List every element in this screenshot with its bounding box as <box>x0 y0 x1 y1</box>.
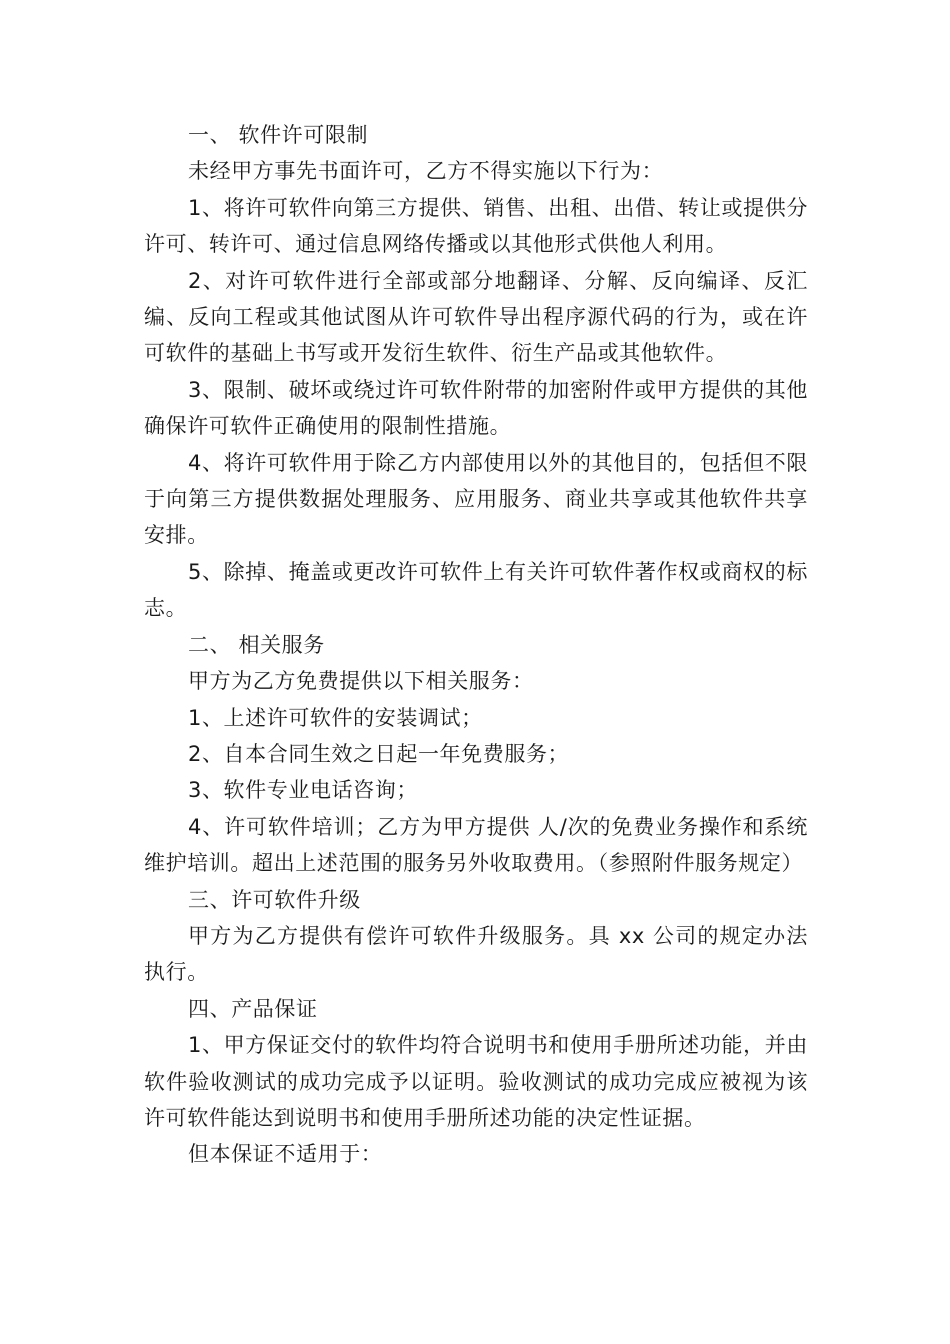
paragraph-upgrade: 甲方为乙方提供有偿许可软件升级服务。具 xx 公司的规定办法执行。 <box>144 923 808 985</box>
paragraph-service-4: 4、许可软件培训；乙方为甲方提供 人/次的免费业务操作和系统维护培训。超出上述范围的服务另外收取费用。（参照附件服务规定） <box>144 814 808 876</box>
paragraph-restriction-1: 1、将许可软件向第三方提供、销售、出租、出借、转让或提供分许可、转许可、通过信息网络传播或以其他形式供他人利用。 <box>144 195 808 257</box>
section-heading-software-upgrade: 三、许可软件升级 <box>188 887 361 912</box>
section-heading-related-services: 二、 相关服务 <box>188 632 325 657</box>
paragraph-service-2: 2、自本合同生效之日起一年免费服务； <box>188 741 570 766</box>
paragraph-restriction-5: 5、除掉、掩盖或更改许可软件上有关许可软件著作权或商权的标志。 <box>144 559 808 621</box>
paragraph-restriction-2: 2、对许可软件进行全部或部分地翻译、分解、反向编译、反汇编、反向工程或其他试图从许可软件导出程序源代码的行为，或在许可软件的基础上书写或开发衍生软件、衍生产品或其他软件。 <box>144 268 808 366</box>
paragraph-intro-services: 甲方为乙方免费提供以下相关服务： <box>188 669 534 694</box>
document-page <box>144 117 808 1173</box>
paragraph-service-3: 3、软件专业电话咨询； <box>188 778 418 803</box>
section-heading-product-warranty: 四、产品保证 <box>188 996 318 1021</box>
paragraph-restriction-3: 3、限制、破坏或绕过许可软件附带的加密附件或甲方提供的其他确保许可软件正确使用的限制性措施。 <box>144 377 808 439</box>
paragraph-intro-restrictions: 未经甲方事先书面许可，乙方不得实施以下行为： <box>188 159 664 184</box>
paragraph-warranty-exclusions: 但本保证不适用于： <box>188 1142 383 1167</box>
section-heading-license-restrictions: 一、 软件许可限制 <box>188 123 369 147</box>
paragraph-restriction-4: 4、将许可软件用于除乙方内部使用以外的其他目的，包括但不限于向第三方提供数据处理服务、应用服务、商业共享或其他软件共享安排。 <box>144 450 808 548</box>
paragraph-warranty-1: 1、甲方保证交付的软件均符合说明书和使用手册所述功能，并由软件验收测试的成功完成予以证明。验收测试的成功完成应被视为该许可软件能达到说明书和使用手册所述功能的决定性证据。 <box>144 1033 808 1130</box>
paragraph-service-1: 1、上述许可软件的安装调试； <box>188 705 483 730</box>
